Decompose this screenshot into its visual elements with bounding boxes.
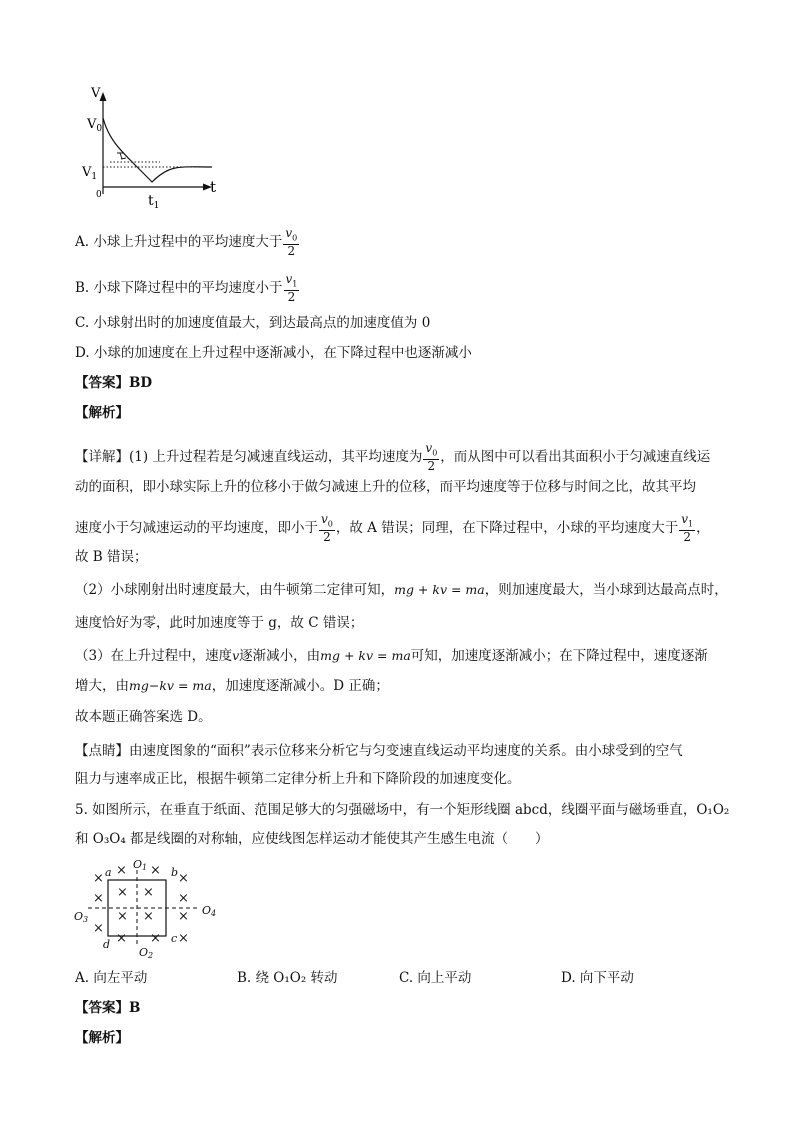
fraction-v1-over-2: $\frac{v_1}{2}$ (681, 512, 694, 545)
detail-line-6: 速度恰好为零，此时加速度等于 g，故 C 错误； (75, 615, 364, 631)
point-line-2: 阻力与速率成正比，根据牛顿第二定律分析上升和下降阶段的加速度变化。 (75, 771, 521, 787)
svg-text:×: × (150, 863, 161, 878)
q5-option-d: D. 向下平动 (561, 970, 634, 986)
label-t1: $t_1$ (148, 193, 160, 210)
svg-text:×: × (117, 909, 128, 924)
analysis-header-q4: 【解析】 (75, 405, 129, 421)
svg-text:×: × (117, 885, 128, 900)
option-a: A. 小球上升过程中的平均速度大于 $\frac{v_0}{2}$ (75, 226, 298, 259)
fraction-v0-over-2: $\frac{v_0}{2}$ (285, 226, 298, 259)
q5-option-a: A. 向左平动 (75, 970, 148, 986)
detail-line-5: （2）小球刚射出时速度最大，由牛顿第二定律可知，mg + kv = ma，则加速度最大，当小球到达最高点时， (75, 582, 728, 598)
svg-text:×: × (178, 931, 189, 946)
detail-line-1: 【详解】(1) 上升过程若是匀减速直线运动，其平均速度为 $\frac{v_0}{2}$ ，而从图中可以看出其面积小于匀减速直线运 (75, 441, 711, 474)
label-v0: $V_0$ (87, 117, 103, 134)
label-o1: O1 (133, 858, 148, 872)
detail-line-8: 增大，由mg−kv = ma，加速度逐渐减小。D 正确； (75, 678, 389, 694)
velocity-curve (103, 118, 212, 182)
detail-line-2: 动的面积，即小球实际上升的位移小于做匀减速上升的位移，而平均速度等于位移与时间之比，故其平均 (75, 479, 696, 495)
svg-text:×: × (93, 921, 104, 936)
label-b: b (171, 866, 179, 879)
label-c: c (171, 932, 178, 945)
q5-line-2: 和 O₃O₄ 都是线圈的对称轴，应使线图怎样运动才能使其产生感生电流（ ） (75, 831, 549, 847)
q5-option-c: C. 向上平动 (399, 970, 472, 986)
fraction-v0-over-2: $\frac{v_0}{2}$ (321, 512, 333, 545)
label-o2: O2 (139, 946, 154, 958)
q5-line-1: 5. 如图所示，在垂直于纸面、范围足够大的匀强磁场中，有一个矩形线圈 abcd，线圈平面与磁场垂直，O₁O₂ (75, 802, 730, 818)
label-o3: O3 (74, 910, 89, 924)
label-v-axis: V (91, 86, 101, 101)
detail-line-3: 速度小于匀减速运动的平均速度，即小于 $\frac{v_0}{2}$ ，故 A 错误；同理，在下降过程中，小球的平均速度大于 $\frac{v_1}{2}$ ， (75, 512, 710, 545)
fraction-v0-over-2: $\frac{v_0}{2}$ (425, 441, 438, 474)
detail-line-4: 故 B 错误； (75, 549, 148, 565)
label-d: d (103, 938, 111, 951)
answer-q5: 【答案】B (75, 1000, 141, 1016)
fraction-v1-over-2: $\frac{v_1}{2}$ (285, 272, 298, 305)
detail-line-9: 故本题正确答案选 D。 (75, 709, 212, 725)
coil-magnetic-field-diagram (74, 858, 224, 958)
option-b: B. 小球下降过程中的平均速度小于 $\frac{v_1}{2}$ (75, 272, 298, 305)
svg-text:×: × (178, 909, 189, 924)
label-a: a (105, 866, 112, 879)
label-o4: O4 (202, 904, 217, 918)
velocity-time-graph (80, 84, 225, 210)
q5-option-b: B. 绕 O₁O₂ 转动 (237, 970, 338, 986)
point-line-1: 【点睛】由速度图象的“面积”表示位移来分析它与匀变速直线运动平均速度的关系。由小球受到的空气 (75, 743, 683, 759)
analysis-header-q5: 【解析】 (75, 1030, 129, 1046)
svg-text:×: × (93, 871, 104, 886)
v-axis-arrow (100, 92, 107, 101)
svg-text:×: × (178, 871, 189, 886)
option-c: C. 小球射出时的加速度值最大，到达最高点的加速度值为 0 (75, 315, 431, 331)
svg-text:×: × (93, 891, 104, 906)
svg-text:×: × (178, 891, 189, 906)
svg-text:×: × (116, 863, 127, 878)
label-v1: $V_1$ (82, 165, 98, 182)
svg-text:×: × (143, 909, 154, 924)
option-d: D. 小球的加速度在上升过程中逐渐减小，在下降过程中也逐渐减小 (75, 345, 472, 361)
svg-text:×: × (143, 885, 154, 900)
label-t-axis: t (210, 178, 217, 196)
detail-line-7: （3）在上升过程中，速度v逐渐减小，由mg + kv = ma可知，加速度逐渐减小；在下降过程中，速度逐渐 (75, 648, 708, 664)
answer-q4: 【答案】BD (75, 375, 153, 391)
label-origin: 0 (96, 190, 102, 200)
svg-text:×: × (150, 931, 161, 946)
svg-text:×: × (116, 931, 127, 946)
